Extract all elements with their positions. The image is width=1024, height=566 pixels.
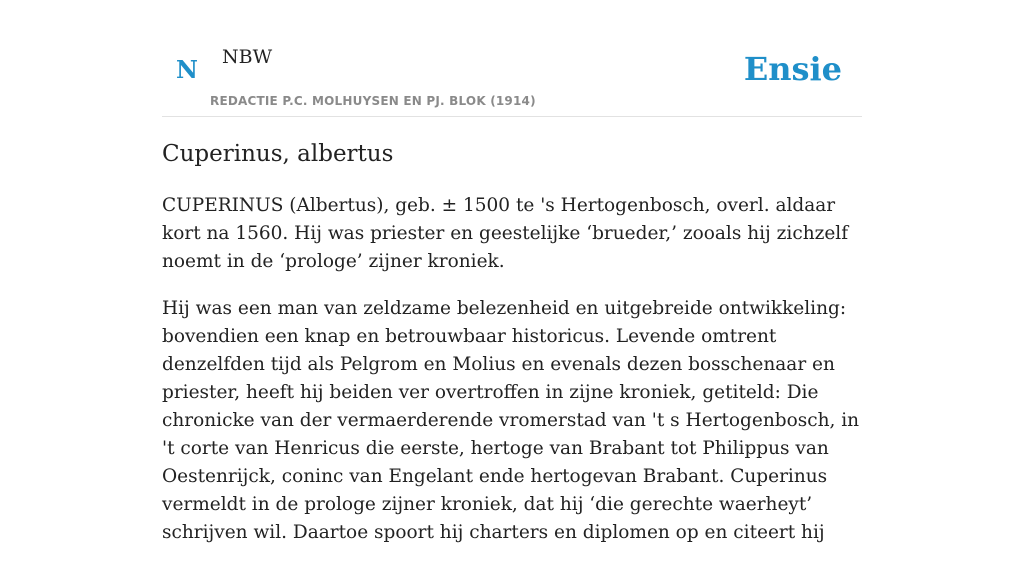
article-paragraph: CUPERINUS (Albertus), geb. ± 1500 te 's Hertogenbosch, overl. aldaar kort na 1560. Hij was priester en geestelijke ‘brueder,’ zooals hij zichzelf noemt in de ‘prologe’ zijner kroniek.	[162, 195, 849, 272]
entry-header	[162, 0, 862, 117]
article-body	[162, 192, 862, 566]
source-subtitle: REDACTIE P.C. MOLHUYSEN EN PJ. BLOK (1914)	[210, 94, 536, 108]
source-logo[interactable]: N	[176, 55, 198, 84]
article-paragraph: Hij was een man van zeldzame belezenheid en uitgebreide ontwikkeling: bovendien een knap en betrouwbaar historicus. Levende omtrent denzelfden tijd als Pelgrom en Molius en evenals dezen bosschenaar en priester, heeft hij beiden ver overtroffen in zijne kroniek, getiteld: Die chronicke van der vermaerderende vromerstad van 't s Hertogenbosch, in 't corte van Henricus die eerste, hertoge van Brabant tot Philippus van Oestenrijck, coninc van Engelant ende hertogevan Brabant. Cuperinus vermeldt in de prologe zijner kroniek, dat hij ‘die gerechte waerheyt’ schrijven wil. Daartoe spoort hij charters en diplomen op en citeert hij	[162, 298, 860, 543]
article-page	[162, 0, 862, 543]
page-title: Cuperinus, albertus	[162, 141, 394, 167]
ensie-logo[interactable]: Ensie	[743, 50, 842, 88]
source-name[interactable]: NBW	[222, 46, 273, 68]
